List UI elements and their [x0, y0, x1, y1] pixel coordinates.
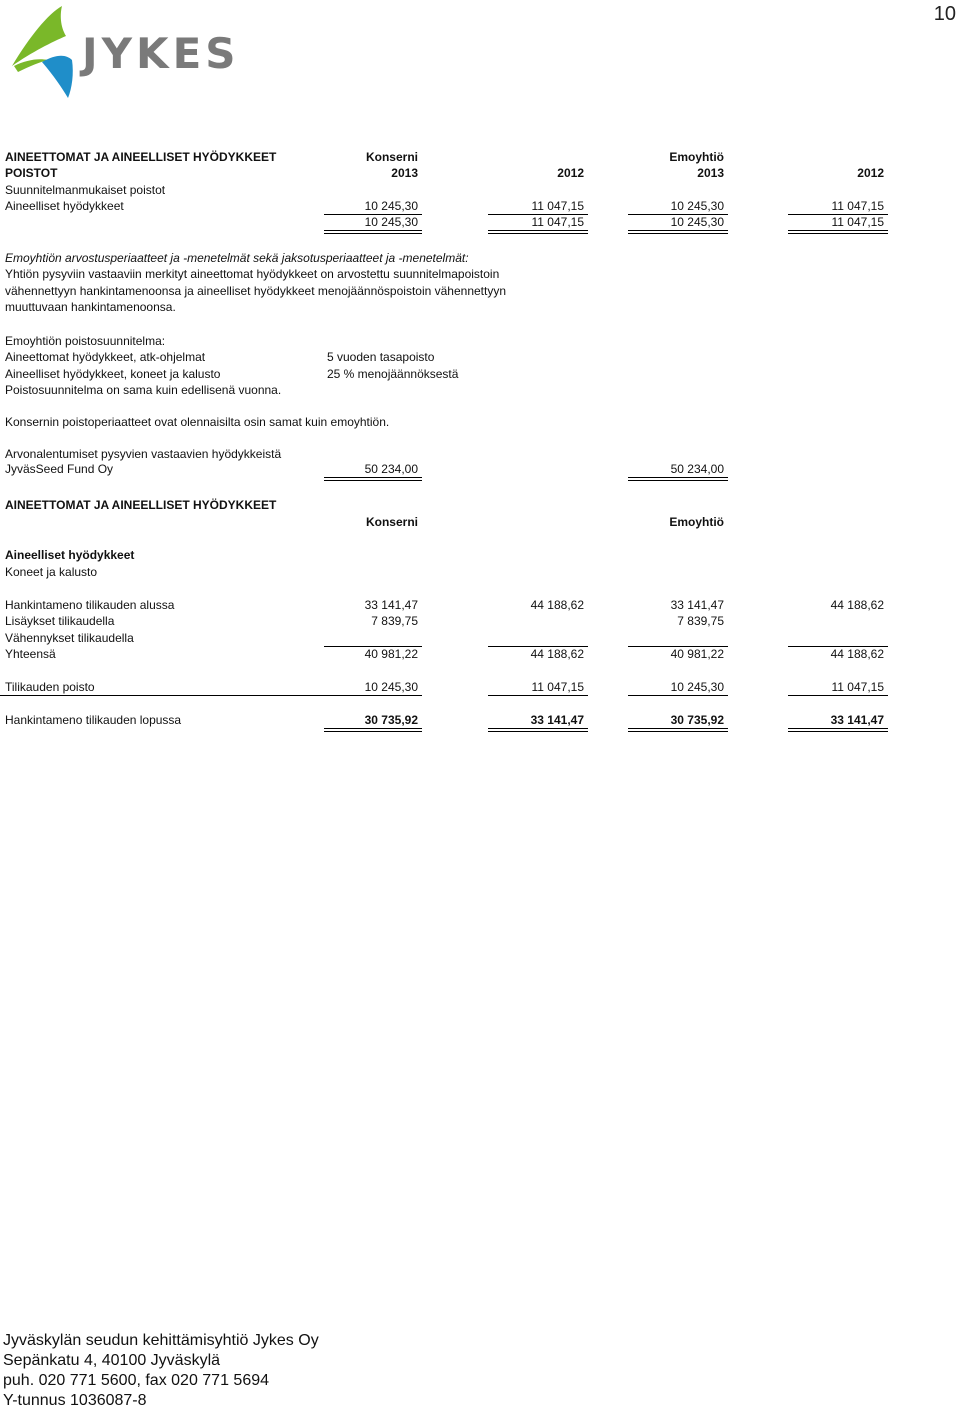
footer-address: Sepänkatu 4, 40100 Jyväskylä: [3, 1352, 221, 1369]
table-row-label: Hankintameno tilikauden lopussa: [5, 713, 182, 727]
value-cell: 11 047,15: [531, 199, 584, 213]
year-konserni-2012: 2012: [557, 166, 584, 180]
value-cell: 44 188,62: [530, 598, 584, 612]
value-cell: 10 245,30: [670, 680, 724, 694]
plan-note: Poistosuunnitelma on sama kuin edellisenä vuonna.: [5, 383, 282, 397]
plan-row-value: 5 vuoden tasapoisto: [327, 350, 435, 364]
double-underline: [788, 230, 888, 234]
value-cell: 33 141,47: [530, 713, 584, 727]
table-row-label: Tilikauden poisto: [5, 680, 95, 694]
value-cell: 30 735,92: [670, 713, 724, 727]
total-cell: 11 047,15: [531, 215, 584, 229]
double-underline: [628, 230, 728, 234]
jykes-logo-mark: [2, 2, 240, 102]
year-emoyhtio-2012: 2012: [857, 166, 884, 180]
double-underline: [324, 728, 422, 732]
double-underline: [628, 728, 728, 732]
double-underline: [324, 230, 422, 234]
principles-line: muuttuvaan hankintamenoonsa.: [5, 300, 176, 314]
value-cell: 10 245,30: [364, 680, 418, 694]
value-cell: 40 981,22: [364, 647, 418, 661]
principles-line: Yhtiön pysyviin vastaaviin merkityt aineettomat hyödykkeet on arvostettu suunnitelmapoistoin: [5, 267, 500, 281]
plan-row-label: Aineelliset hyödykkeet, koneet ja kalusto: [5, 367, 221, 381]
value-cell: 11 047,15: [531, 680, 584, 694]
plan-row-label: Aineettomat hyödykkeet, atk-ohjelmat: [5, 350, 206, 364]
year-konserni-2013: 2013: [391, 166, 418, 180]
section1-subtitle: POISTOT: [5, 166, 58, 180]
table-row-label: Vähennykset tilikaudella: [5, 631, 134, 645]
total-cell: 11 047,15: [831, 215, 884, 229]
table-row-label: Lisäykset tilikaudella: [5, 614, 115, 628]
total-cell: 10 245,30: [670, 215, 724, 229]
underline: [488, 695, 588, 696]
value-cell: 11 047,15: [831, 199, 884, 213]
double-underline: [628, 477, 728, 481]
double-underline: [488, 728, 588, 732]
writedowns-heading: Arvonalentumiset pysyvien vastaavien hyödykkeistä: [5, 447, 282, 461]
underline: [628, 695, 728, 696]
plan-heading: Emoyhtiön poistosuunnitelma:: [5, 334, 166, 348]
section2-title: AINEETTOMAT JA AINEELLISET HYÖDYKKEET: [5, 498, 277, 512]
principles-heading: Emoyhtiön arvostusperiaatteet ja -menetelmät sekä jaksotusperiaatteet ja -menetelmät:: [5, 251, 469, 265]
double-underline: [324, 477, 422, 481]
category-label: Aineelliset hyödykkeet: [5, 548, 135, 562]
table-row-label: Hankintameno tilikauden alussa: [5, 598, 175, 612]
value-cell: 44 188,62: [830, 598, 884, 612]
year-emoyhtio-2013: 2013: [697, 166, 724, 180]
value-cell: 11 047,15: [831, 680, 884, 694]
value-cell: 44 188,62: [830, 647, 884, 661]
value-cell: 33 141,47: [364, 598, 418, 612]
value-cell: 10 245,30: [364, 199, 418, 213]
col-emoyhtio-header: Emoyhtiö: [669, 515, 724, 529]
principles-line: vähennettyyn hankintamenoonsa ja aineelliset hyödykkeet menojäännöspoistoin vähennettyyn: [5, 284, 507, 298]
logo-wordmark: JYKES: [82, 29, 240, 78]
plan-label: Suunnitelmanmukaiset poistot: [5, 183, 166, 197]
value-cell: 33 141,47: [830, 713, 884, 727]
value-cell: 44 188,62: [530, 647, 584, 661]
double-underline: [788, 728, 888, 732]
footer-company: Jyväskylän seudun kehittämisyhtiö Jykes Oy: [3, 1332, 319, 1349]
value-cell: 7 839,75: [371, 614, 418, 628]
col-emoyhtio-header: Emoyhtiö: [669, 150, 724, 164]
section1-title: AINEETTOMAT JA AINEELLISET HYÖDYKKEET: [5, 150, 277, 164]
col-konserni-header: Konserni: [365, 150, 418, 164]
jykes-logo: [2, 2, 240, 102]
value-cell: 40 981,22: [670, 647, 724, 661]
value-cell: 30 735,92: [364, 713, 418, 727]
double-underline: [488, 230, 588, 234]
writedowns-label: JyväsSeed Fund Oy: [5, 462, 114, 476]
page-number: 10: [933, 3, 956, 25]
underline: [788, 695, 888, 696]
footer-phone: puh. 020 771 5600, fax 020 771 5694: [3, 1372, 270, 1389]
value-cell: 33 141,47: [670, 598, 724, 612]
plan-row-value: 25 % menojäännöksestä: [327, 367, 459, 381]
subcategory-label: Koneet ja kalusto: [5, 565, 98, 579]
footer-business-id: Y-tunnus 1036087-8: [3, 1392, 147, 1409]
value-cell: 10 245,30: [670, 199, 724, 213]
writedowns-value-emoyhtio: 50 234,00: [670, 462, 724, 476]
underline: [0, 695, 422, 696]
col-konserni-header: Konserni: [365, 515, 418, 529]
row-label-aineelliset: Aineelliset hyödykkeet: [5, 199, 124, 213]
value-cell: 7 839,75: [677, 614, 724, 628]
total-cell: 10 245,30: [364, 215, 418, 229]
table-row-label: Yhteensä: [5, 647, 56, 661]
writedowns-value-konserni: 50 234,00: [364, 462, 418, 476]
group-note: Konsernin poistoperiaatteet ovat olennaisilta osin samat kuin emoyhtiön.: [5, 415, 390, 429]
